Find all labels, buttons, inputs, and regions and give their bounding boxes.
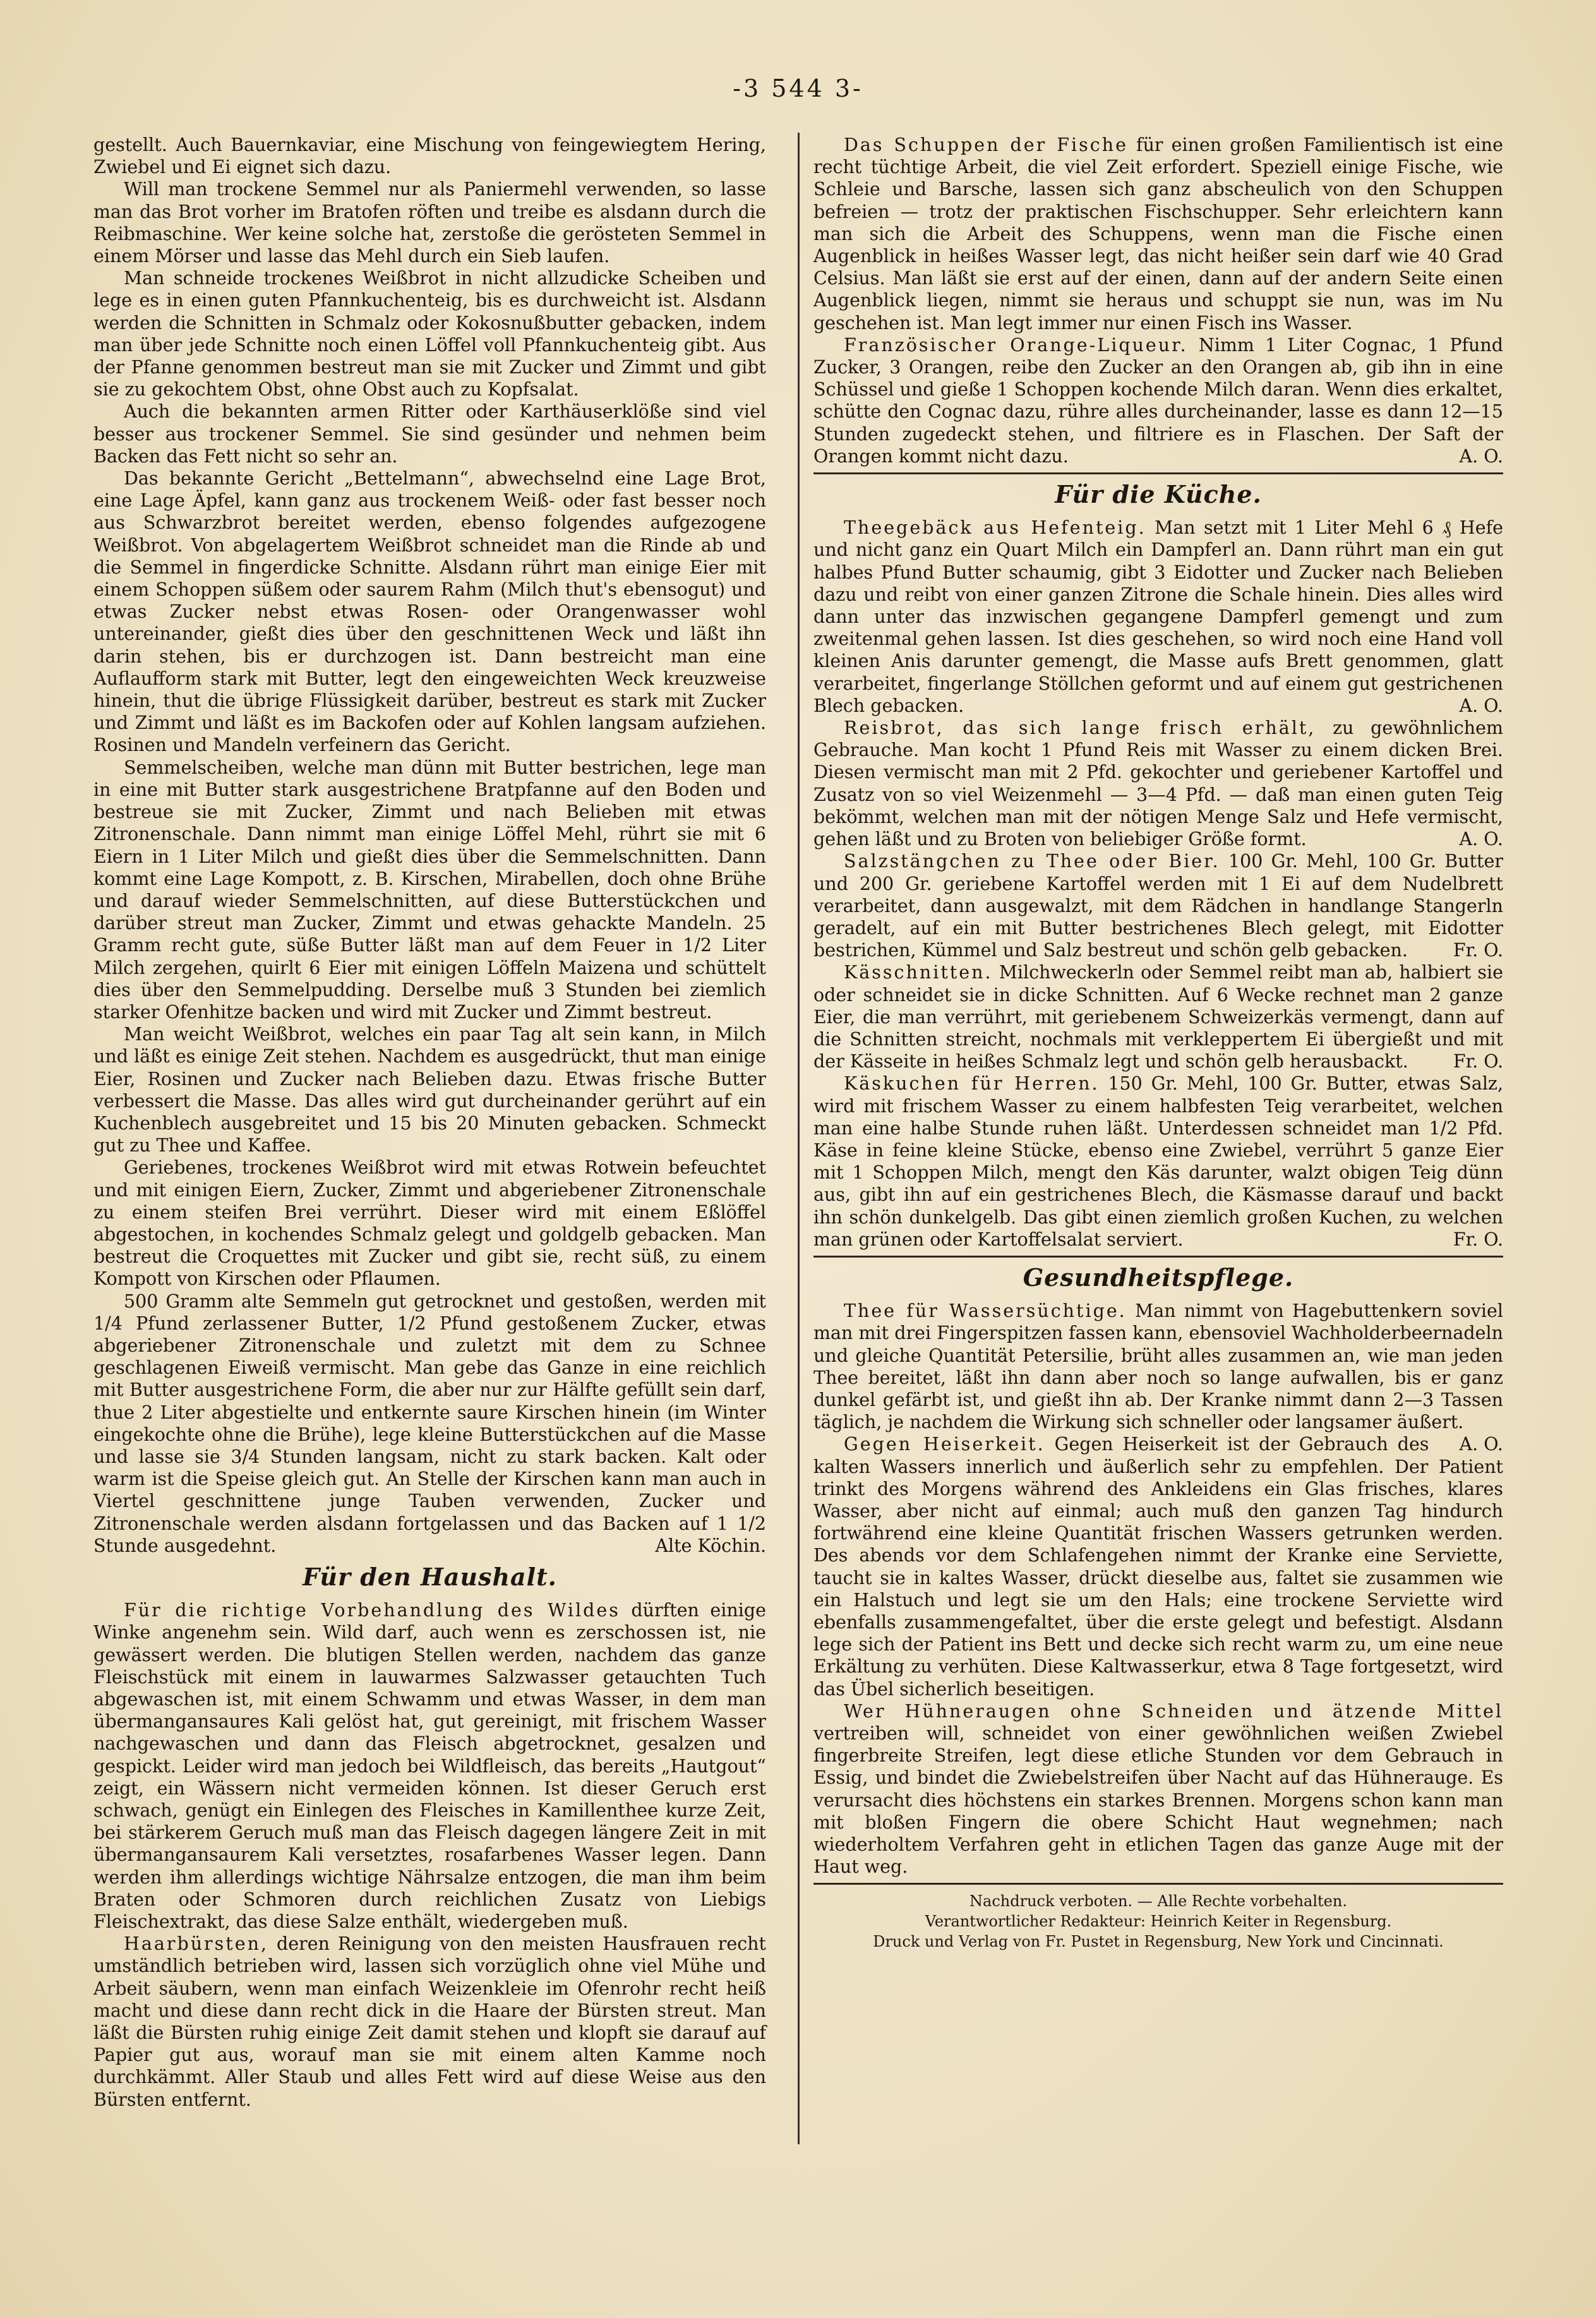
- paragraph-text: Man nimmt von Hagebuttenkern soviel man mit drei Fingerspitzen fassen kann, ebensoviel Wachholderbeernadeln und gleiche Quantität Petersilie, brüht alles zusammen an, wie man jeden Thee bereitet, läßt ihn dann aber noch so lange aufwallen, bis er ganz dunkel gefärbt ist, und gießt ihn ab. Der Kranke nimmt dann 2—3 Tassen täglich, je nachdem die Wirkung sich schneller oder langsamer äußert.: [813, 1300, 1504, 1433]
- section-rule: [813, 1256, 1503, 1258]
- paragraph-lead: Das Schuppen der Fische: [844, 135, 1128, 155]
- signature: A. O.: [1459, 1434, 1503, 1455]
- paragraph: [813, 1433, 1503, 1700]
- left-column: [93, 134, 766, 2111]
- column-divider: [798, 133, 800, 2144]
- signature: Fr. O.: [1453, 940, 1503, 961]
- paragraph-text: Gegen Heiserkeit ist der Gebrauch des kalten Wassers innerlich und äußerlich sehr zu empfehlen. Der Patient trinkt des Morgens während des Ankleidens ein Glas frisches, klares Wasser, aber nicht auf einmal; auch muß den ganzen Tag hindurch fortwährend eine kleine Quantität frischen Wassers getrunken werden. Des abends vor dem Schlafengehen nimmt der Kranke eine Serviette, taucht sie in kaltes Wasser, drückt dieselbe aus, faltet sie zusammen wie ein Halstuch und legt sie um den Hals; eine trockene Serviette wird ebenfalls zusammengefaltet, über die erste gelegt und befestigt. Alsdann lege sich der Patient ins Bett und decke sich recht warm zu, um eine neue Erkältung zu verhüten. Diese Kaltwasserkur, etwa 8 Tage fortgesetzt, wird das Übel sicherlich beseitigen.: [813, 1434, 1503, 1700]
- signature: A. O.: [1459, 445, 1503, 467]
- paragraph: [93, 1599, 766, 1933]
- paragraph-text: 500 Gramm alte Semmeln gut getrocknet und gestoßen, werden mit 1/4 Pfund zerlassener Butter, 1/2 Pfund gestoßenem Zucker, etwas abgeriebener Zitronenschale und zuletzt mit dem zu Schnee geschlagenen Eiweiß vermischt. Man gebe das Ganze in eine reichlich mit Butter ausgestrichene Form, die aber nur zur Hälfte gefüllt sein darf, thue 2 Liter abgestielte und entkernte saure Kirschen hinein (im Winter eingekochte ohne die Brühe), lege kleine Butterstückchen auf die Masse und lasse sie 3/4 Stunden langsam, nicht zu stark backen. Kalt oder warm ist die Speise gleich gut. An Stelle der Kirschen kann man auch in Viertel geschnittene junge Tauben verwenden, Zucker und Zitronenschale werden alsdann fortgelassen und das Backen auf 1 1/2 Stunde ausgedehnt.: [93, 1290, 766, 1556]
- page-number: -3 544 3-: [733, 75, 863, 102]
- paragraph: Auch die bekannten armen Ritter oder Karthäuserklöße sind viel besser aus trockener Semmel. Sie sind gesünder und nehmen beim Backen das Fett nicht so sehr an.: [93, 401, 766, 467]
- paragraph: [813, 134, 1503, 334]
- paragraph-lead: Haarbürsten,: [124, 1933, 269, 1955]
- paragraph: Man weicht Weißbrot, welches ein paar Tag alt sein kann, in Milch und läßt es einige Zeit stehen. Nachdem es ausgedrückt, thut man einige Eier, Rosinen und Zucker nach Belieben dazu. Etwas frische Butter verbessert die Masse. Das alles wird gut durcheinander gerührt auf ein Kuchenblech ausgebreitet und 15 bis 20 Minuten gebacken. Schmeckt gut zu Thee und Kaffee.: [93, 1024, 766, 1156]
- paragraph-text: deren Reinigung von den meisten Hausfrauen recht umständlich betrieben wird, lassen sich vorzüglich ohne viel Mühe und Arbeit säubern, wenn man einfach Weizenkleie im Ofenrohr recht heiß macht und diese dann recht dick in die Haare der Bürsten streut. Man läßt die Bürsten ruhig einige Zeit damit stehen und klopft sie darauf auf Papier gut aus, worauf man sie mit einem alten Kamme noch durchkämmt. Aller Staub und alles Fett wird auf diese Weise aus den Bürsten entfernt.: [93, 1933, 766, 2110]
- section-heading-haushalt: Für den Haushalt.: [303, 1563, 557, 1591]
- paragraph-lead: Kässchnitten.: [844, 962, 993, 983]
- imprint: [813, 1891, 1503, 1952]
- paragraph-text: vertreiben will, schneidet von einer gewöhnlichen weißen Zwiebel fingerbreite Streifen, legt diese etliche Stunden vor dem Gebrauch in Essig, und bindet die Zwiebelstreifen über Nacht auf das Hühnerauge. Es verursacht dies höchstens ein starkes Brennen. Morgens schon kann man mit bloßen Fingern die obere Schicht Haut wegnehmen; nach wiederholtem Verfahren geht in etlichen Tagen das ganze Auge mit der Haut weg.: [813, 1723, 1503, 1878]
- paragraph: [813, 1072, 1503, 1251]
- paragraph-text: Nimm 1 Liter Cognac, 1 Pfund Zucker, 3 Orangen, reibe den Zucker an den Orangen ab, gib ihn in eine Schüssel und gieße 1 Schoppen kochende Milch daran. Wenn dies erkaltet, schütte den Cognac dazu, rühre alles durcheinander, lasse es dann 12—15 Stunden zugedeckt stehen, und filtriere es in Flaschen. Der Saft der Orangen kommt nicht dazu.: [813, 334, 1504, 467]
- paragraph: gestellt. Auch Bauernkaviar, eine Mischung von feingewiegtem Hering, Zwiebel und Ei eignet sich dazu.: [93, 135, 766, 178]
- paragraph: Semmelscheiben, welche man dünn mit Butter bestrichen, lege man in eine mit Butter stark ausgestrichene Bratpfanne auf den Boden und bestreue sie mit Zucker, Zimmt und nach Belieben mit etwas Zitronenschale. Dann nimmt man einige Löffel Mehl, rührt sie mit 6 Eiern in 1 Liter Milch und gießt dies über die Semmelschnitten. Dann kommt eine Lage Kompott, z. B. Kirschen, Mirabellen, doch ohne Brühe und darauf wieder Semmelschnitten, auf diese Butterstückchen und darüber streut man Zucker, Zimmt und etwas gehackte Mandeln. 25 Gramm recht gute, süße Butter läßt man auf dem Feuer in 1/2 Liter Milch zergehen, quirlt 6 Eier mit einigen Löffeln Maizena und schüttelt dies über den Semmelpudding. Derselbe muß 3 Stunden bei ziemlich starker Ofenhitze backen und wird mit Zucker und Zimmt bestreut.: [93, 757, 766, 1023]
- paragraph: [813, 334, 1503, 467]
- paragraph: [93, 1290, 766, 1557]
- paragraph-text: Man setzt mit 1 Liter Mehl 6 ₰ Hefe und nicht ganz ein Quart Milch ein Dampferl an. Dann rührt man ein gut halbes Pfund Butter schaumig, gibt 3 Eidotter und Zucker nach Belieben dazu und reibt von einer ganzen Zitrone die Schale hinein. Dies alles wird dann unter das inzwischen gegangene Dampferl gemengt und zum zweitenmal gehen lassen. Ist dies geschehen, so wird noch eine Hand voll kleinen Anis darunter gemengt, die Masse aufs Brett genommen, glatt verarbeitet, fingerlange Stöllchen geformt und auf einem gut gestrichenen Blech gebacken.: [813, 517, 1503, 716]
- signature: Alte Köchin.: [655, 1535, 766, 1556]
- imprint-line: Nachdruck verboten. — Alle Rechte vorbehalten.: [969, 1892, 1347, 1911]
- paragraph-lead: Theegebäck aus Hefenteig.: [844, 517, 1146, 539]
- paragraph-lead: Käskuchen für Herren.: [844, 1073, 1100, 1095]
- paragraph-text: dürften einige Winke angenehm sein. Wild darf, auch wenn es zerschossen ist, nie gewässert werden. Die blutigen Stellen werden, nachdem das ganze Fleischstück mit einem in lauwarmes Salzwasser getauchten Tuch abgewaschen ist, mit einem Schwamm und etwas Wasser, in dem man übermangansaures Kali gelöst hat, gut gereinigt, mit frischem Wasser nachgewaschen und dann das Fleisch abgetrocknet, gesalzen und gespickt. Leider wird man jedoch bei Wildfleisch, das bereits „Hautgout“ zeigt, ein Wässern nicht vermeiden können. Ist dieser Geruch erst schwach, genügt ein Einlegen des Fleisches in Kamillenthee kurze Zeit, bei stärkerem Geruch muß man das Fleisch dagegen längere Zeit in mit übermangansaurem Kali versetztes, rosafarbenes Wasser legen. Dann werden ihm allerdings wichtige Nährsalze entzogen, die man ihm beim Braten oder Schmoren durch reichlichen Zusatz von Liebigs Fleischextrakt, das diese Salze enthält, wiedergeben muß.: [93, 1600, 766, 1933]
- paragraph: [813, 717, 1503, 850]
- paragraph-lead: Reisbrot, das sich lange frisch erhält,: [844, 718, 1316, 739]
- paragraph-lead: Französischer Orange-Liqueur.: [844, 334, 1188, 356]
- signature: A. O.: [1459, 829, 1503, 850]
- paragraph-text: Milchweckerln oder Semmel reibt man ab, halbiert sie oder schneidet sie in dicke Schnitten. Auf 6 Wecke rechnet man 2 ganze Eier, die man verrührt, mit geriebenem Schweizerkäs vermengt, dann auf die Schnitten streicht, nochmals mit verkleppertem Ei übergießt und mit der Kässeite in heißes Schmalz legt und schön gelb herausbackt.: [813, 962, 1504, 1072]
- signature: Fr. O.: [1453, 1228, 1503, 1250]
- paragraph: [813, 961, 1503, 1072]
- paragraph-text: für einen großen Familientisch ist eine recht tüchtige Arbeit, die viel Zeit erfordert. Speziell einige Fische, wie Schleie und Barsche, lassen sich ganz abscheulich von den Schuppen befreien — trotz der praktischen Fischschupper. Sehr erleichtern kann man sich die Arbeit des Schuppens, wenn man die Fische einen Augenblick in heißes Wasser legt, das nicht heißer sein darf wie 40 Grad Celsius. Man läßt sie erst auf der einen, dann auf der andern Seite einen Augenblick liegen, nimmt sie heraus und schuppt sie nun, was im Nu geschehen ist. Man legt immer nur einen Fisch ins Wasser.: [813, 135, 1504, 333]
- section-heading-kueche: Für die Küche.: [1055, 480, 1262, 509]
- paragraph: [93, 1933, 766, 2111]
- footer-rule: [813, 1883, 1503, 1885]
- paragraph: Man schneide trockenes Weißbrot in nicht allzudicke Scheiben und lege es in einen guten Pfannkuchenteig, bis es durchweicht ist. Alsdann werden die Schnitten in Schmalz oder Kokosnußbutter gebacken, indem man über jede Schnitte noch einen Löffel voll Pfannkuchenteig gibt. Aus der Pfanne genommen bestreut man sie mit Zucker und Zimmt und gibt sie zu gekochtem Obst, ohne Obst auch zu Kopfsalat.: [93, 268, 766, 400]
- right-column: [813, 134, 1503, 1952]
- paragraph-lead: Gegen Heiserkeit.: [844, 1434, 1045, 1455]
- paragraph-lead: Für die richtige Vorbehandlung des Wildes: [124, 1600, 620, 1621]
- imprint-line: Druck und Verlag von Fr. Pustet in Regensburg, New York und Cincinnati.: [873, 1933, 1444, 1951]
- paragraph: [813, 1700, 1503, 1878]
- paragraph-text: 100 Gr. Mehl, 100 Gr. Butter und 200 Gr. geriebene Kartoffel werden mit 1 Ei auf dem Nudelbrett verarbeitet, dann ausgewalzt, mit dem Rädchen in handlange Stangerln geradelt, auf ein mit Butter bestrichenes Blech gelegt, mit Eidotter bestrichen, Kümmel und Salz bestreut und schön gelb gebacken.: [813, 851, 1503, 961]
- paragraph: [813, 850, 1503, 961]
- imprint-line: Verantwortlicher Redakteur: Heinrich Keiter in Regensburg.: [925, 1913, 1392, 1931]
- paragraph: Will man trockene Semmel nur als Paniermehl verwenden, so lasse man das Brot vorher im Bratofen röften und treibe es alsdann durch die Reibmaschine. Wer keine solche hat, zerstoße die gerösteten Semmel in einem Mörser und lasse das Mehl durch ein Sieb laufen.: [93, 179, 766, 267]
- paragraph-lead: Wer Hühneraugen ohne Schneiden und ätzende Mittel: [844, 1700, 1503, 1722]
- paragraph: [813, 517, 1503, 717]
- section-rule: [813, 472, 1503, 474]
- paragraph-lead: Thee für Wassersüchtige.: [844, 1300, 1127, 1322]
- section-heading-gesundheit: Gesundheitspflege.: [1023, 1263, 1294, 1292]
- paragraph: Geriebenes, trockenes Weißbrot wird mit etwas Rotwein befeuchtet und mit einigen Eiern, Zucker, Zimmt und abgeriebener Zitronenschale zu einem steifen Brei verrührt. Dieser wird mit einem Eßlöffel abgestochen, in kochendes Schmalz gelegt und goldgelb gebacken. Man bestreut die Croquettes mit Zucker und gibt sie, recht süß, zu einem Kompott von Kirschen oder Pflaumen.: [93, 1157, 766, 1290]
- paragraph-text: 150 Gr. Mehl, 100 Gr. Butter, etwas Salz, wird mit frischem Wasser zu einem halbfesten Teig verarbeitet, welchen man eine halbe Stunde ruhen läßt. Unterdessen schneidet man 1/2 Pfd. Käse in feine kleine Stücke, ebenso eine Zwiebel, verrührt 5 ganze Eier mit 1 Schoppen Milch, mengt den Käs darunter, walzt obigen Teig dünn aus, gibt ihn auf ein gestrichenes Blech, die Käsmasse darauf und backt ihn schön dunkelgelb. Das gibt einen ziemlich großen Kuchen, zu welchen man grünen oder Kartoffelsalat serviert.: [813, 1073, 1504, 1250]
- paragraph-text: zu gewöhnlichem Gebrauche. Man kocht 1 Pfund Reis mit Wasser zu einem dicken Brei. Diesen vermischt man mit 2 Pfd. gekochter und geriebener Kartoffel und Zusatz von so viel Weizenmehl — 3—4 Pfd. — daß man einen guten Teig bekömmt, welchen man mit der nötigen Menge Salz und Hefe vermischt, gehen läßt und zu Broten von beliebiger Größe formt.: [813, 718, 1503, 850]
- paragraph: Das bekannte Gericht „Bettelmann“, abwechselnd eine Lage Brot, eine Lage Äpfel, kann ganz aus trockenem Weiß- oder fast besser noch aus Schwarzbrot bereitet werden, ebenso folgendes aufgezogene Weißbrot. Von abgelagertem Weißbrot schneidet man die Rinde ab und die Semmel in fingerdicke Schnitte. Alsdann rührt man einige Eier mit einem Schoppen süßem oder saurem Rahm (Milch thut's ebensogut) und etwas Zucker nebst etwas Rosen- oder Orangenwasser wohl untereinander, gießt dies über den geschnittenen Weck und läßt ihn darin stehen, bis er durchzogen ist. Dann bestreicht man eine Auflaufform stark mit Butter, legt den eingeweichten Weck kreuzweise hinein, thut die übrige Flüssigkeit darüber, bestreut es stark mit Zucker und Zimmt und läßt es im Backofen oder auf Kohlen langsam aufziehen. Rosinen und Mandeln verfeinern das Gericht.: [93, 468, 766, 756]
- signature: Fr. O.: [1453, 1051, 1503, 1072]
- signature: A. O.: [1459, 695, 1503, 716]
- paragraph-lead: Salzstängchen zu Thee oder Bier.: [844, 851, 1220, 872]
